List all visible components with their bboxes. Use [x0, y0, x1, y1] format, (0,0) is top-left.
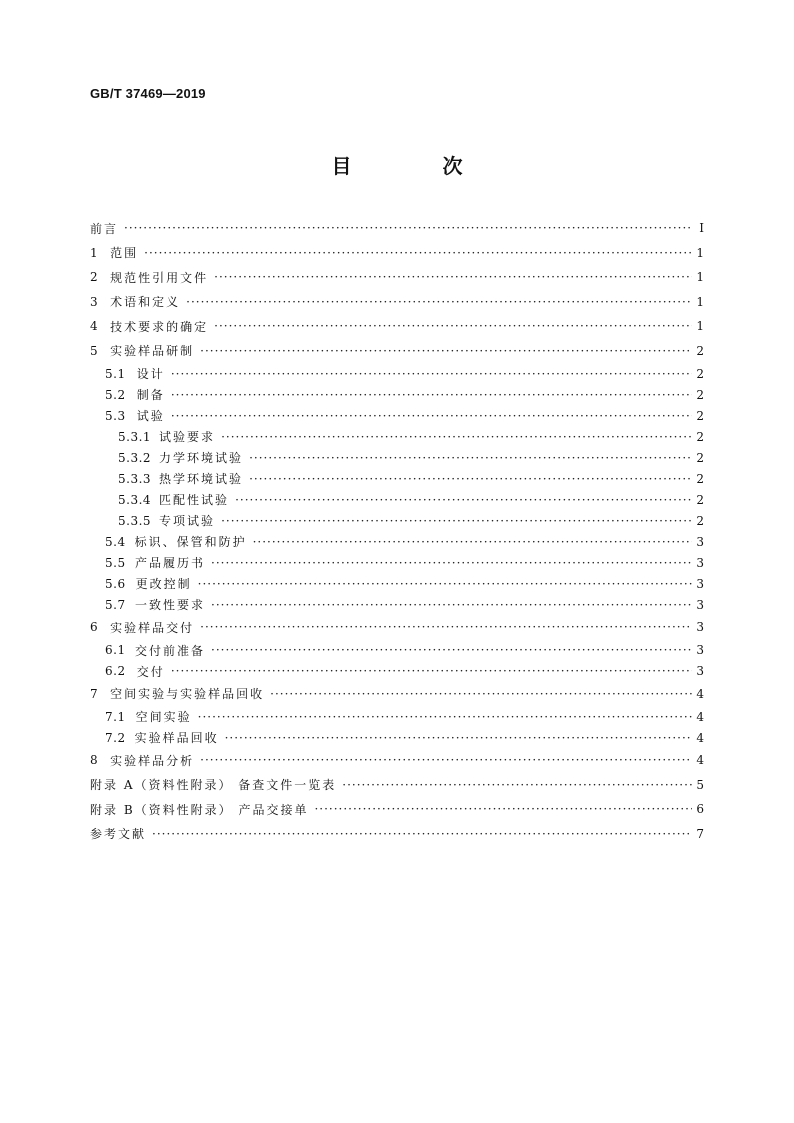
toc-leader-dots [152, 827, 692, 841]
toc-entry-page: 1 [696, 294, 704, 309]
toc-entry[interactable] [90, 615, 704, 640]
toc-entry[interactable] [90, 552, 704, 573]
toc-entry-number: 5.3.4 [118, 492, 152, 507]
toc-leader-dots [314, 802, 692, 816]
toc-entry-number: 1 [90, 245, 99, 260]
toc-entry[interactable] [90, 405, 704, 426]
toc-leader-dots [171, 388, 692, 402]
toc-entry[interactable] [90, 241, 704, 266]
toc-entry-page: 2 [696, 471, 704, 486]
toc-entry-page: 7 [696, 826, 704, 841]
toc-leader-dots [186, 295, 692, 309]
toc-entry-page: 1 [696, 245, 704, 260]
toc-entry-number: 5.3.5 [118, 513, 152, 528]
toc-entry-number: 4 [90, 319, 99, 334]
toc-entry-number: 5.5 [105, 555, 126, 570]
toc-entry-page: 2 [696, 408, 704, 423]
toc-entry-page: 3 [696, 576, 704, 591]
toc-leader-dots [211, 556, 692, 570]
toc-entry-label: 附录 A（资料性附录） 备查文件一览表 [90, 778, 337, 793]
toc-entry-number: 7.1 [105, 709, 126, 724]
toc-entry-label: 力学环境试验 [159, 451, 244, 465]
toc-entry-number: 5.3.1 [118, 429, 152, 444]
toc-entry-page: 2 [696, 343, 704, 358]
toc-entry-label: 实验样品研制 [110, 344, 195, 359]
toc-entry[interactable] [90, 468, 704, 489]
toc-entry-label: 范围 [110, 246, 139, 261]
toc-entry-label: 专项试验 [159, 514, 216, 528]
toc-entry-label: 试验要求 [159, 430, 216, 444]
toc-entry-label: 参考文献 [90, 827, 147, 842]
toc-entry-number: 5.3.3 [118, 471, 152, 486]
toc-entry[interactable] [90, 384, 704, 405]
toc-leader-dots [235, 493, 692, 507]
toc-entry-number: 2 [90, 270, 99, 285]
toc-entry[interactable] [90, 426, 704, 447]
toc-entry[interactable] [90, 216, 704, 241]
toc-entry-page: 2 [696, 387, 704, 402]
toc-leader-dots [171, 409, 692, 423]
toc-entry-number: 5.6 [105, 576, 126, 591]
toc-entry-page: 2 [696, 492, 704, 507]
toc-entry[interactable] [90, 265, 704, 290]
toc-entry-number: 5.4 [105, 534, 126, 549]
toc-entry[interactable] [90, 661, 704, 682]
toc-leader-dots [214, 319, 692, 333]
toc-entry-label: 前言 [90, 221, 119, 236]
toc-leader-dots [225, 731, 692, 745]
toc-entry-number: 5.2 [105, 387, 126, 402]
toc-entry-label: 空间实验与实验样品回收 [110, 687, 265, 702]
toc-entry-number: 8 [90, 753, 99, 768]
toc-leader-dots [221, 430, 692, 444]
toc-leader-dots [342, 778, 692, 792]
toc-entry-label: 制备 [136, 388, 165, 402]
toc-entry-label: 规范性引用文件 [110, 270, 209, 285]
toc-entry-page: 2 [696, 429, 704, 444]
toc-entry-page: 3 [696, 555, 704, 570]
toc-entry-page: 2 [696, 366, 704, 381]
toc-leader-dots [198, 710, 692, 724]
toc-leader-dots [270, 687, 692, 701]
standard-code: GB/T 37469—2019 [90, 86, 206, 101]
toc-entry-label: 一致性要求 [135, 598, 206, 612]
toc-entry[interactable] [90, 727, 704, 748]
toc-entry-number: 6 [90, 620, 99, 635]
toc-entry[interactable] [90, 640, 704, 661]
toc-entry-page: 3 [696, 620, 704, 635]
toc-leader-dots [211, 598, 692, 612]
toc-entry-label: 更改控制 [135, 577, 192, 591]
toc-entry-number: 6.2 [105, 664, 126, 678]
toc-entry[interactable] [90, 797, 704, 822]
toc-entry[interactable] [90, 706, 704, 727]
toc-entry-page: 2 [696, 513, 704, 528]
toc-leader-dots [171, 367, 692, 381]
toc-entry-page: 1 [696, 319, 704, 334]
toc-entry[interactable] [90, 290, 704, 315]
toc-entry-page: 3 [696, 534, 704, 549]
toc-leader-dots [214, 270, 692, 284]
toc-entry[interactable] [90, 314, 704, 339]
toc-entry-label: 术语和定义 [110, 295, 181, 310]
toc-leader-dots [124, 221, 692, 235]
toc-leader-dots [200, 620, 692, 634]
toc-leader-dots [249, 451, 692, 465]
toc-entry[interactable] [90, 773, 704, 798]
toc-entry-page: 3 [696, 597, 704, 612]
toc-entry-page: 2 [696, 450, 704, 465]
toc-entry[interactable] [90, 339, 704, 364]
toc-entry-label: 空间实验 [135, 710, 192, 724]
toc-entry-label: 设计 [136, 367, 165, 381]
toc-entry[interactable] [90, 594, 704, 615]
toc-entry-label: 实验样品回收 [134, 731, 219, 745]
toc-entry-number: 5.1 [105, 366, 126, 381]
toc-entry-number: 3 [90, 294, 99, 309]
toc-entry-label: 技术要求的确定 [110, 319, 209, 334]
toc-entry-number: 5.3 [105, 408, 126, 423]
toc-entry-number: 6.1 [105, 643, 126, 657]
toc-leader-dots [200, 753, 692, 767]
toc-title: 目 次 [331, 154, 505, 178]
toc-entry-page: 4 [696, 753, 704, 768]
toc-entry-label: 标识、保管和防护 [134, 535, 247, 549]
toc-entry[interactable] [90, 363, 704, 384]
toc-entry-number: 5 [90, 343, 99, 358]
toc-entry-page: 4 [696, 686, 704, 701]
toc-entry-page: 1 [696, 270, 704, 285]
toc-entry-number: 5.3.2 [118, 450, 152, 465]
toc-leader-dots [144, 246, 692, 260]
toc-entry[interactable] [90, 822, 704, 847]
toc-entry-page: 5 [696, 777, 704, 792]
toc-entry-label: 交付 [136, 664, 165, 679]
toc-leader-dots [171, 664, 692, 678]
toc-entry-label: 实验样品交付 [110, 620, 195, 635]
toc-entry-number: 5.7 [105, 597, 126, 612]
toc-entry-label: 匹配性试验 [159, 493, 230, 507]
toc-leader-dots [198, 577, 692, 591]
toc-entry-page: 3 [696, 643, 704, 657]
toc-entry[interactable] [90, 531, 704, 552]
toc-entry-page: 6 [696, 802, 704, 817]
toc-entry[interactable] [90, 573, 704, 594]
toc-entry[interactable] [90, 748, 704, 773]
table-of-contents [90, 216, 704, 846]
toc-leader-dots [211, 643, 692, 657]
toc-entry-label: 试验 [136, 409, 165, 423]
toc-leader-dots [221, 514, 692, 528]
toc-entry-label: 实验样品分析 [110, 753, 195, 768]
toc-entry-label: 产品履历书 [135, 556, 206, 570]
toc-entry-page: 4 [696, 709, 704, 724]
toc-leader-dots [249, 472, 692, 486]
toc-entry-number: 7 [90, 686, 99, 701]
toc-leader-dots [200, 344, 692, 358]
toc-entry[interactable] [90, 447, 704, 468]
toc-leader-dots [253, 535, 692, 549]
toc-entry-page: Ⅰ [699, 221, 704, 236]
toc-entry-label: 热学环境试验 [159, 472, 244, 486]
toc-entry[interactable] [90, 510, 704, 531]
toc-entry-page: 3 [696, 664, 704, 678]
toc-entry-label: 交付前准备 [135, 643, 206, 658]
toc-entry[interactable] [90, 489, 704, 510]
toc-entry-number: 7.2 [105, 730, 126, 745]
toc-entry[interactable] [90, 682, 704, 707]
toc-entry-page: 4 [696, 730, 704, 745]
toc-entry-label: 附录 B（资料性附录） 产品交接单 [90, 802, 309, 817]
